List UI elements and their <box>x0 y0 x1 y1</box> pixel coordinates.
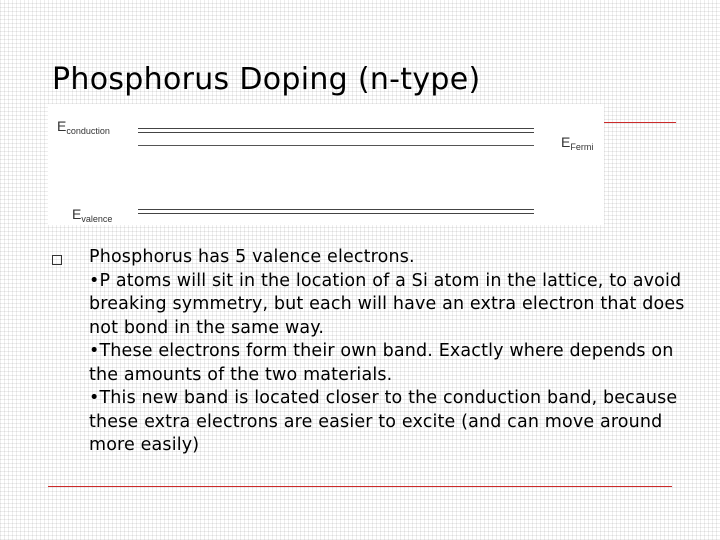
conduction-band-line <box>138 128 534 133</box>
accent-rule-bottom <box>48 486 672 487</box>
accent-rule-top <box>604 122 676 123</box>
fermi-label-e: E <box>561 134 571 150</box>
conduction-label-subscript: conduction <box>66 126 110 136</box>
fermi-level-label <box>561 134 593 152</box>
slide-title: Phosphorus Doping (n-type) <box>52 62 481 97</box>
valence-label-e: E <box>72 206 82 222</box>
valence-label-subscript: valence <box>81 214 113 224</box>
paragraph: •These electrons form their own band. Exactly where depends on the amounts of the two materials. <box>89 341 674 385</box>
fermi-level-line <box>138 145 534 146</box>
valence-band-line <box>138 209 534 214</box>
bullet-text: Phosphorus has 5 valence electrons. <box>89 247 415 267</box>
fermi-label-subscript: Fermi <box>570 142 594 152</box>
paragraph: •This new band is located closer to the conduction band, because these extra electrons are easier to excite (and can move around more easily) <box>89 388 678 455</box>
band-diagram <box>48 104 604 225</box>
bullet-content <box>89 246 689 458</box>
paragraph: •P atoms will sit in the location of a Si atom in the lattice, to avoid breaking symmetry, but each will have an extra electron that does not bond in the same way. <box>89 270 685 338</box>
conduction-band-label <box>57 118 110 136</box>
square-bullet-icon <box>52 255 62 265</box>
valence-band-label <box>72 206 112 224</box>
conduction-label-e: E <box>57 118 67 134</box>
